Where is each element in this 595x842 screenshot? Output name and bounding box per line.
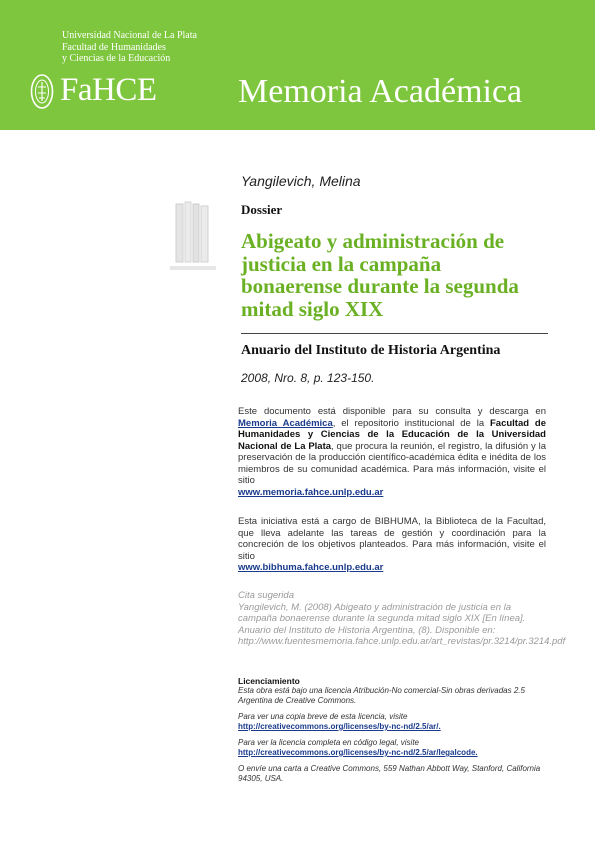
university-name: [62, 30, 197, 65]
fahce-logo: FaHCE: [60, 72, 157, 108]
license-full-link[interactable]: http://creativecommons.org/licenses/by-nc-nd/2.5/ar/legalcode.: [238, 748, 478, 757]
document-title: Abigeato y administración de justicia en la campaña bonaerense durante la segunda mitad siglo XIX: [241, 229, 519, 321]
memoria-academica-link[interactable]: Memoria Académica: [238, 417, 333, 429]
section-label: Dossier: [241, 202, 283, 217]
memoria-site-link[interactable]: www.memoria.fahce.unlp.edu.ar: [238, 486, 384, 498]
license-mail-text: O envíe una carta a Creative Commons, 559 Nathan Abbott Way, Stanford, California 94305, USA.: [238, 764, 541, 783]
journal-name: Anuario del Instituto de Historia Argentina: [241, 343, 501, 358]
license-text: Esta obra está bajo una licencia Atribución-No comercial-Sin obras derivadas 2.5 Argentina de Creative Commons.: [238, 686, 525, 705]
author: Yangilevich, Melina: [241, 173, 361, 189]
suggested-citation: [238, 590, 566, 648]
license-full-label: Para ver la licencia completa en código legal, visite: [238, 738, 419, 747]
initiative-paragraph: [238, 516, 546, 574]
license-short-label: Para ver una copia breve de esta licencia, visite: [238, 712, 408, 721]
initiative-text: Esta iniciativa está a cargo de BIBHUMA, la Biblioteca de la Facultad, que lleva adelante las tareas de gestión y coordinación para la concreción de los objetivos planteados. Para más información, visite el sitio: [238, 516, 546, 562]
availability-text: Este documento está disponible para su consulta y descarga en: [238, 406, 546, 417]
license-block: [238, 676, 548, 784]
license-heading: Licenciamiento: [238, 676, 300, 686]
publication-citation: 2008, Nro. 8, p. 123-150.: [241, 371, 375, 385]
university-line: Universidad Nacional de La Plata: [62, 30, 197, 41]
license-short-link[interactable]: http://creativecommons.org/licenses/by-nc-nd/2.5/ar/.: [238, 722, 441, 731]
title-divider: [241, 333, 548, 334]
suggested-citation-text: Yangilevich, M. (2008) Abigeato y administración de justicia en la campaña bonaerense durante la segunda mitad siglo XIX [En línea]. Anuario del Instituto de Historia Argentina, (8). Disponible en: http://www.fuentesmemoria.fahce.unlp.edu.ar/art_revistas/pr.3214/pr.3214.pdf: [238, 601, 566, 647]
availability-text: , el repositorio institucional de la: [332, 417, 485, 429]
faculty-line: Facultad de Humanidades: [62, 41, 166, 53]
availability-paragraph: [238, 406, 546, 498]
institution-name: Facultad de Humanidades y Ciencias de la Educación de la Universidad Nacional de La Plata: [238, 417, 547, 452]
repository-name: Memoria Académica: [238, 73, 523, 110]
availability-text: , que procura la reunión, el registro, la difusión y la preservación de la producción científico-académica édita e inédita de los miembros de su comunidad académica. Para más información, visite el sitio: [238, 440, 546, 486]
university-seal-icon: [30, 73, 54, 110]
suggested-citation-label: Cita sugerida: [238, 590, 294, 601]
bibhuma-books-icon: [168, 200, 220, 280]
bibhuma-site-link[interactable]: www.bibhuma.fahce.unlp.edu.ar: [238, 562, 384, 573]
header-banner: [0, 0, 595, 130]
faculty-line: y Ciencias de la Educación: [62, 53, 171, 64]
